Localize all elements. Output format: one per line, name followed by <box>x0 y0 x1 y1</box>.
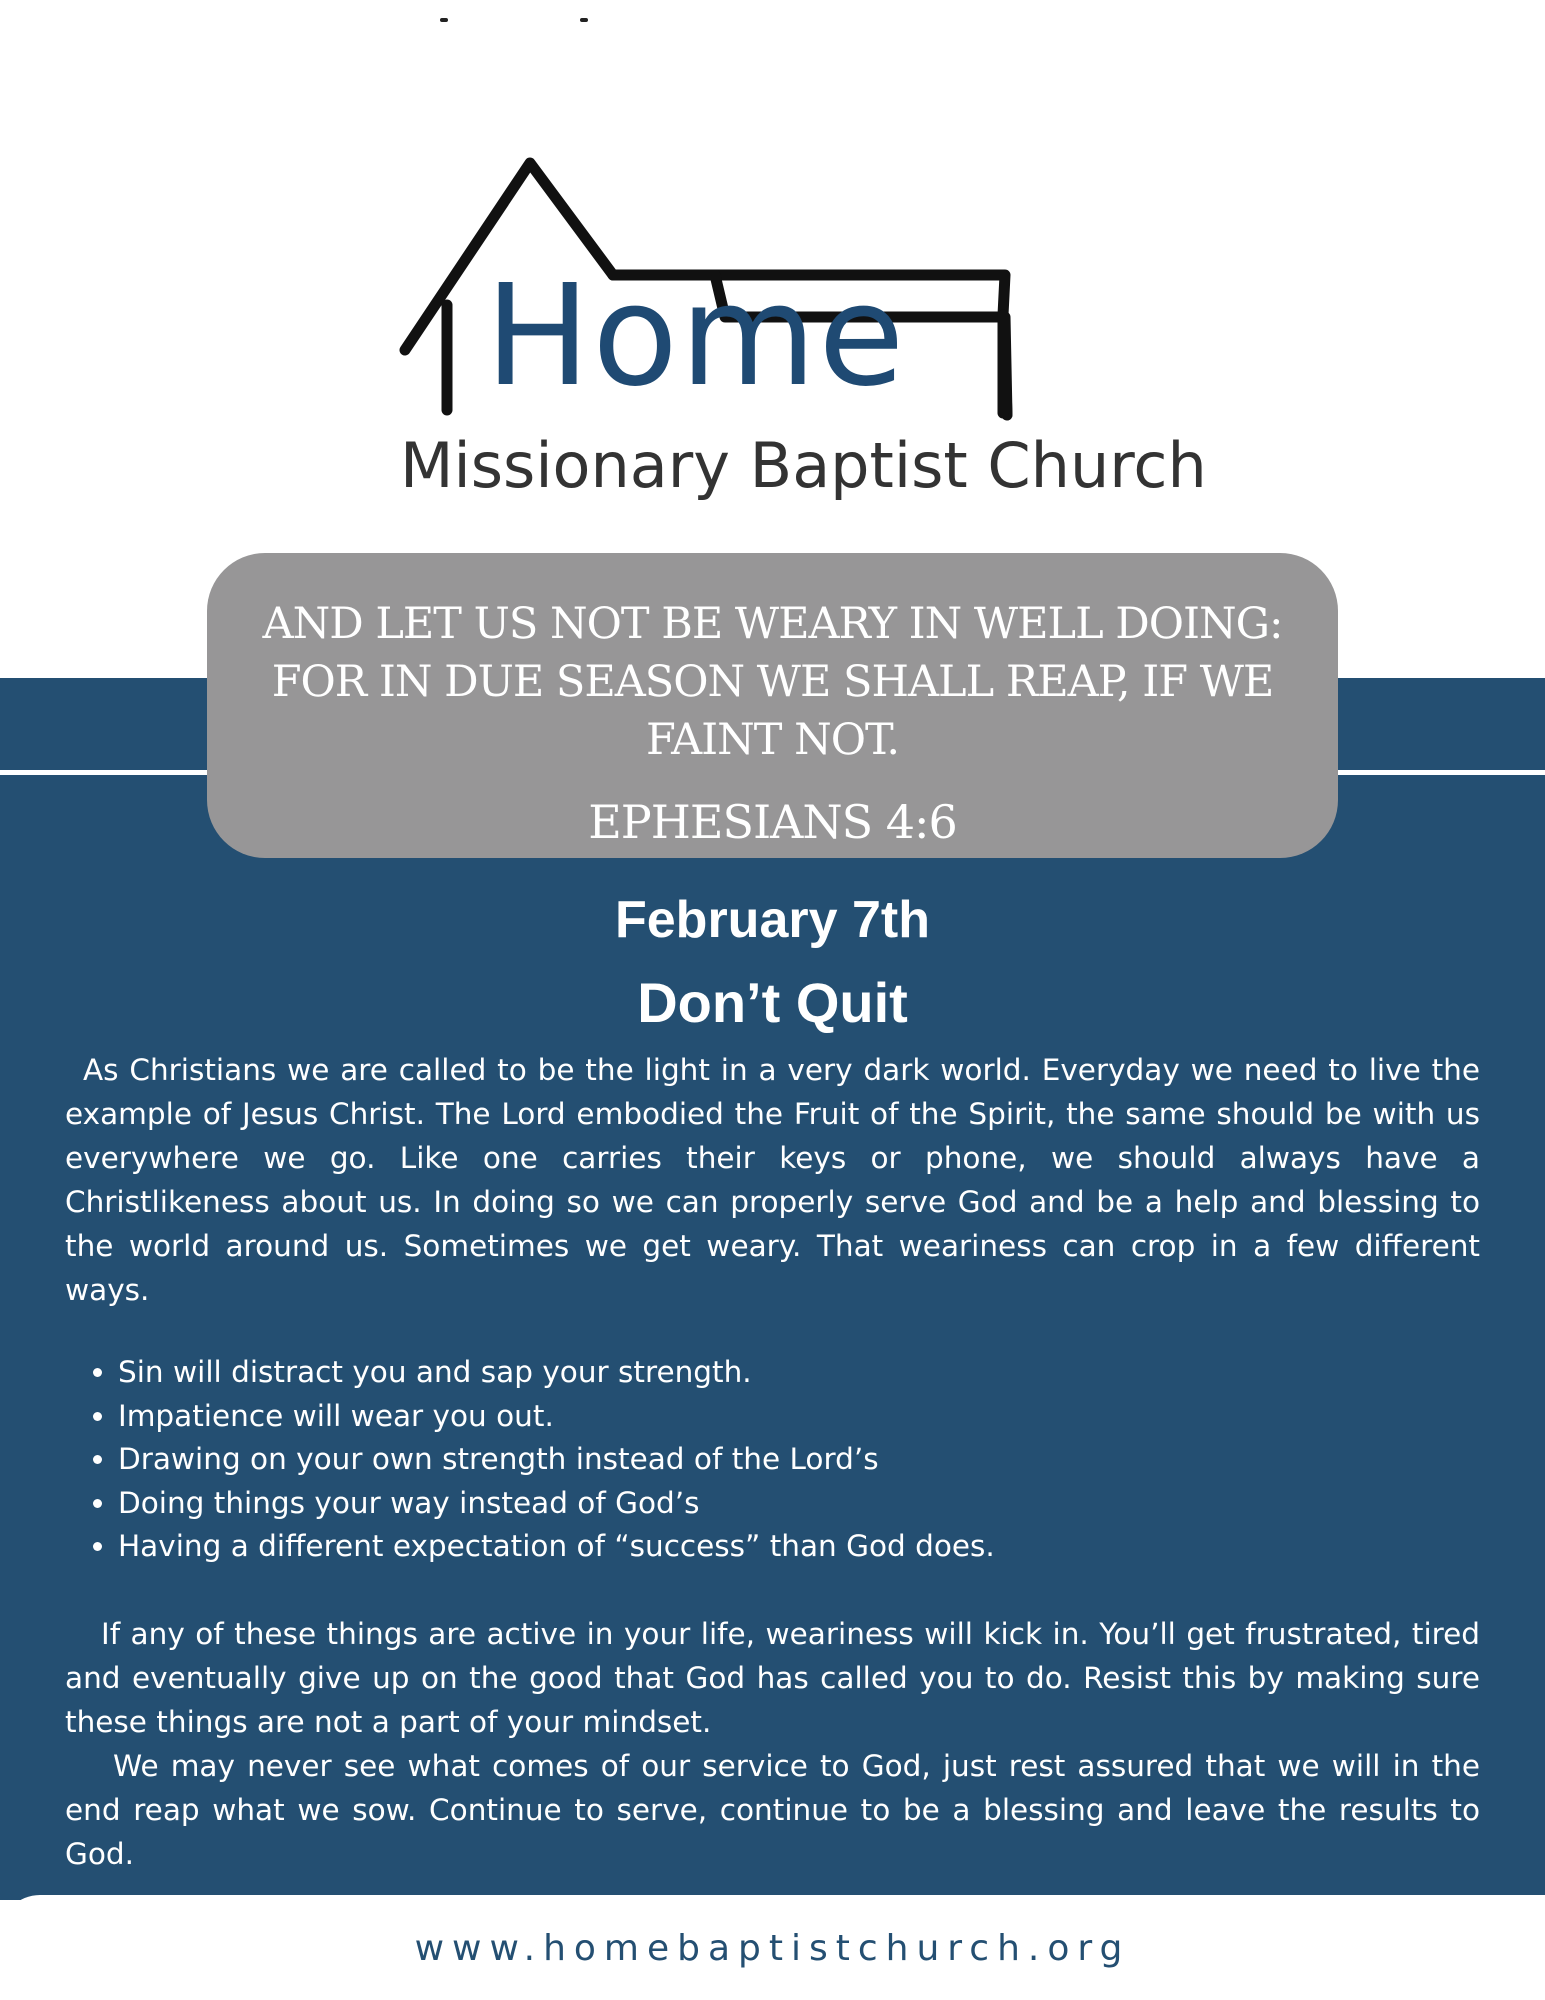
verse-text: AND LET US NOT BE WEARY IN WELL DOING: FOR IN DUE SEASON WE SHALL REAP, IF WE FAINT NOT. <box>262 599 1283 765</box>
list-item: • Sin will distract you and sap your strength. <box>118 1351 995 1395</box>
verse-reference: EPHESIANS 4:6 <box>588 795 957 849</box>
devotional-date: February 7th <box>615 891 930 949</box>
paragraph-closing: We may never see what comes of our service to God, just rest assured that we will in the end reap what we sow. Continue to serve, continue to be a blessing and leave the results to God. <box>65 1749 1480 1871</box>
church-logo <box>395 155 1215 525</box>
paragraph-intro: As Christians we are called to be the light in a very dark world. Everyday we need to live the example of Jesus Christ. The Lord embodied the Fruit of the Spirit, the same should be with us everywhere we go. Like one carries their keys or phone, we should always have a Christlikeness about us. In doing so we can properly serve God and be a help and blessing to the world around us. Sometimes we get weary. That weariness can crop in a few different ways. <box>65 1053 1480 1307</box>
list-item: • Doing things your way instead of God’s <box>118 1482 995 1526</box>
website-link[interactable]: www.homebaptistchurch.org <box>414 1928 1131 1969</box>
verse-box <box>207 553 1338 858</box>
weariness-list <box>90 1351 995 1569</box>
devotional-title: Don’t Quit <box>637 971 908 1034</box>
logo-wordmark: Home <box>485 255 907 418</box>
list-item: • Drawing on your own strength instead of the Lord’s <box>118 1438 995 1482</box>
scan-marks <box>440 14 600 28</box>
paragraph-resist: If any of these things are active in your life, weariness will kick in. You’ll get frustrated, tired and eventually give up on the good that God has called you to do. Resist this by making sure these things are not a part of your mindset. <box>65 1617 1480 1739</box>
list-item: • Impatience will wear you out. <box>118 1395 995 1439</box>
list-item: • Having a different expectation of “success” than God does. <box>118 1525 995 1569</box>
logo-subtitle: Missionary Baptist Church <box>400 429 1207 502</box>
